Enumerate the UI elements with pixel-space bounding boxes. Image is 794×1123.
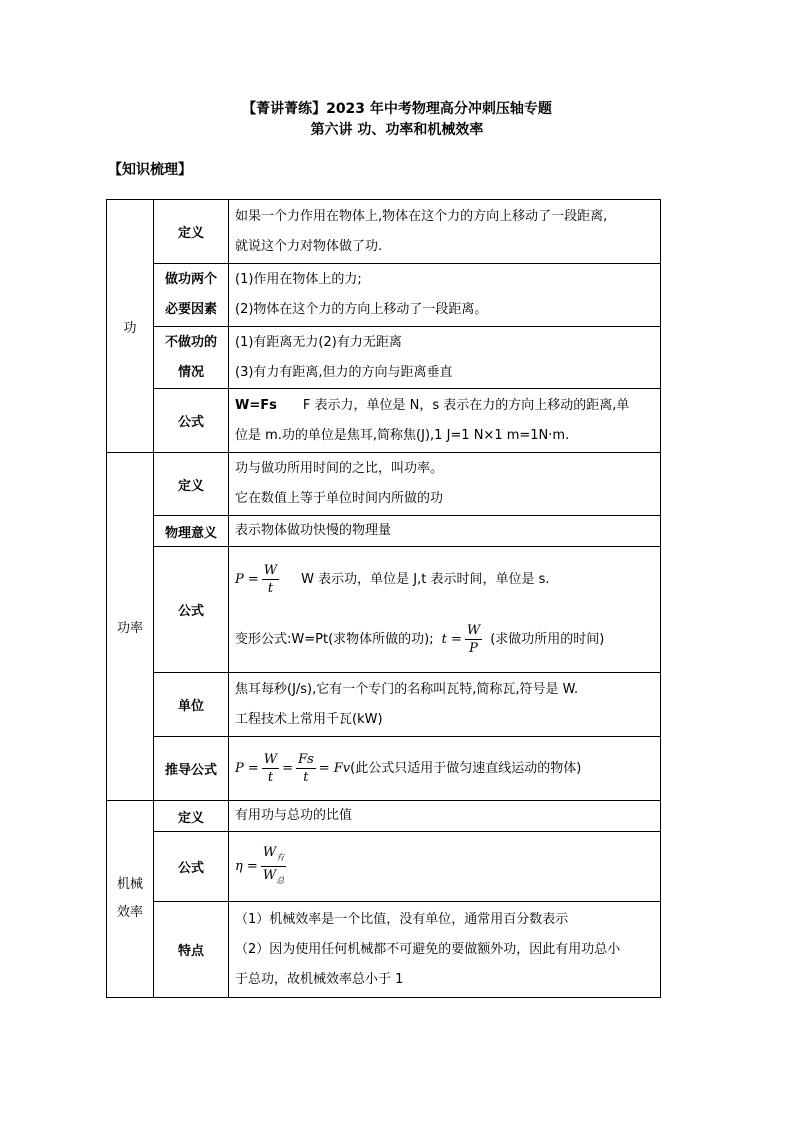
work-definition-line1: 如果一个力作用在物体上,物体在这个力的方向上移动了一段距离, — [235, 208, 608, 224]
work-factors-label-line2: 必要因素 — [164, 302, 217, 317]
efficiency-num-symbol: W — [262, 845, 277, 860]
efficiency-feature-label: 特点 — [154, 902, 229, 998]
efficiency-den-sub: 总 — [276, 876, 285, 885]
table-row — [107, 264, 661, 327]
table-row — [107, 389, 661, 453]
efficiency-formula — [229, 832, 661, 902]
power-meaning: 表示物体做功快慢的物理量 — [229, 516, 661, 547]
power-derived-rhs: = Fv — [318, 760, 351, 776]
work-formula-line2: 位是 m.功的单位是焦耳,简称焦(J),1 J=1 N×1 m=1N·m. — [235, 427, 570, 443]
category-efficiency-line1: 机械 — [116, 877, 143, 892]
work-definition — [229, 200, 661, 264]
power-definition-line2: 它在数值上等于单位时间内所做的功 — [235, 491, 444, 506]
power-formula-fraction — [262, 562, 279, 597]
power-derived-line — [235, 751, 654, 786]
page-subtitle: 第六讲 功、功率和机械效率 — [310, 122, 484, 138]
efficiency-formula-lhs: η = — [235, 858, 258, 874]
power-derived-den1: t — [267, 770, 274, 785]
table-row — [107, 832, 661, 902]
power-derived-num1: W — [263, 752, 278, 767]
table-row — [107, 516, 661, 547]
power-variant-fraction — [465, 622, 482, 657]
power-unit-label: 单位 — [154, 673, 229, 737]
work-factors-line1: (1)作用在物体上的力; — [235, 272, 362, 287]
table-row — [107, 453, 661, 516]
power-formula-desc: W 表示功，单位是 J,t 表示时间，单位是 s. — [301, 571, 550, 587]
power-derived-eq: = — [282, 760, 294, 776]
work-nowork-line2: (3)有力有距离,但力的方向与距离垂直 — [235, 364, 453, 380]
table-row — [107, 673, 661, 737]
power-formula-numerator: W — [263, 563, 278, 578]
efficiency-formula-denominator — [263, 867, 284, 889]
power-formula-line1 — [235, 550, 654, 610]
table-row — [107, 801, 661, 832]
power-variant-numerator: W — [466, 623, 481, 638]
work-formula-desc1: F 表示力，单位是 N，s 表示在力的方向上移动的距离,单 — [302, 397, 630, 413]
work-formula-main: W=Fs — [235, 397, 277, 413]
power-derived-note: (此公式只适用于做匀速直线运动的物体) — [350, 760, 582, 776]
work-nowork-label-line2: 情况 — [177, 364, 204, 380]
power-formula-lhs: P = — [235, 571, 259, 587]
section-heading: 【知识梳理】 — [108, 162, 192, 178]
efficiency-formula-line — [235, 844, 654, 889]
work-definition-label: 定义 — [154, 200, 229, 264]
work-formula-label: 公式 — [154, 389, 229, 453]
table-row — [107, 547, 661, 673]
efficiency-feature-line1: （1）机械效率是一个比值，没有单位，通常用百分数表示 — [235, 911, 569, 927]
work-factors — [229, 264, 661, 327]
work-factors-line2: (2)物体在这个力的方向上移动了一段距离。 — [235, 302, 488, 317]
category-efficiency — [107, 801, 154, 998]
work-factors-label-line1: 做功两个 — [164, 272, 217, 287]
power-unit-line2: 工程技术上常用千瓦(kW) — [235, 711, 383, 727]
power-definition-label: 定义 — [154, 453, 229, 516]
power-derived-den2: t — [303, 770, 309, 785]
work-nowork-label-line1: 不做功的 — [164, 334, 217, 350]
power-derived-fraction1 — [262, 751, 279, 786]
power-derived — [229, 737, 661, 801]
power-unit — [229, 673, 661, 737]
category-power: 功率 — [107, 453, 154, 801]
efficiency-feature-line3: 于总功，故机械效率总小于 1 — [235, 971, 404, 987]
work-definition-line2: 就说这个力对物体做了功. — [235, 238, 383, 254]
work-formula — [229, 389, 661, 453]
efficiency-definition-label: 定义 — [154, 801, 229, 832]
power-derived-label: 推导公式 — [154, 737, 229, 801]
efficiency-formula-label: 公式 — [154, 832, 229, 902]
work-factors-label — [154, 264, 229, 327]
page-title: 【菁讲菁练】2023 年中考物理高分冲刺压轴专题 — [242, 101, 552, 117]
table-row — [107, 327, 661, 389]
power-definition — [229, 453, 661, 516]
work-nowork-label — [154, 327, 229, 389]
efficiency-feature — [229, 902, 661, 998]
power-formula-label: 公式 — [154, 547, 229, 673]
power-unit-line1: 焦耳每秒(J/s),它有一个专门的名称叫瓦特,简称瓦,符号是 W. — [235, 681, 579, 697]
efficiency-definition: 有用功与总功的比值 — [229, 801, 661, 832]
power-variant-suffix: (求做功所用的时间) — [490, 631, 605, 647]
category-work: 功 — [107, 200, 154, 453]
power-derived-num2: Fs — [298, 752, 314, 767]
power-variant-denominator: P — [469, 641, 478, 656]
knowledge-table — [106, 199, 661, 998]
power-formula — [229, 547, 661, 673]
work-formula-line1 — [235, 391, 654, 421]
category-efficiency-line2: 效率 — [116, 905, 143, 920]
power-definition-line1: 功与做功所用时间的之比，叫功率。 — [235, 461, 444, 476]
power-derived-fraction2 — [296, 751, 316, 786]
power-formula-line2 — [235, 610, 654, 670]
power-formula-denominator: t — [267, 581, 274, 596]
power-derived-lhs: P = — [235, 760, 259, 776]
work-nowork — [229, 327, 661, 389]
efficiency-formula-fraction — [261, 844, 286, 889]
power-variant-prefix: 变形公式:W=Pt(求物体所做的功); — [235, 631, 434, 647]
efficiency-den-symbol: W — [262, 868, 277, 883]
table-row — [107, 737, 661, 801]
table-row — [107, 200, 661, 264]
efficiency-formula-numerator — [261, 844, 286, 867]
table-row — [107, 902, 661, 998]
power-variant-lhs: t = — [441, 631, 462, 647]
efficiency-feature-line2: （2）因为使用任何机械都不可避免的要做额外功，因此有用功总小 — [235, 941, 621, 957]
work-nowork-line1: (1)有距离无力(2)有力无距离 — [235, 334, 402, 350]
power-meaning-label: 物理意义 — [154, 516, 229, 547]
efficiency-num-sub: 有 — [276, 853, 285, 862]
